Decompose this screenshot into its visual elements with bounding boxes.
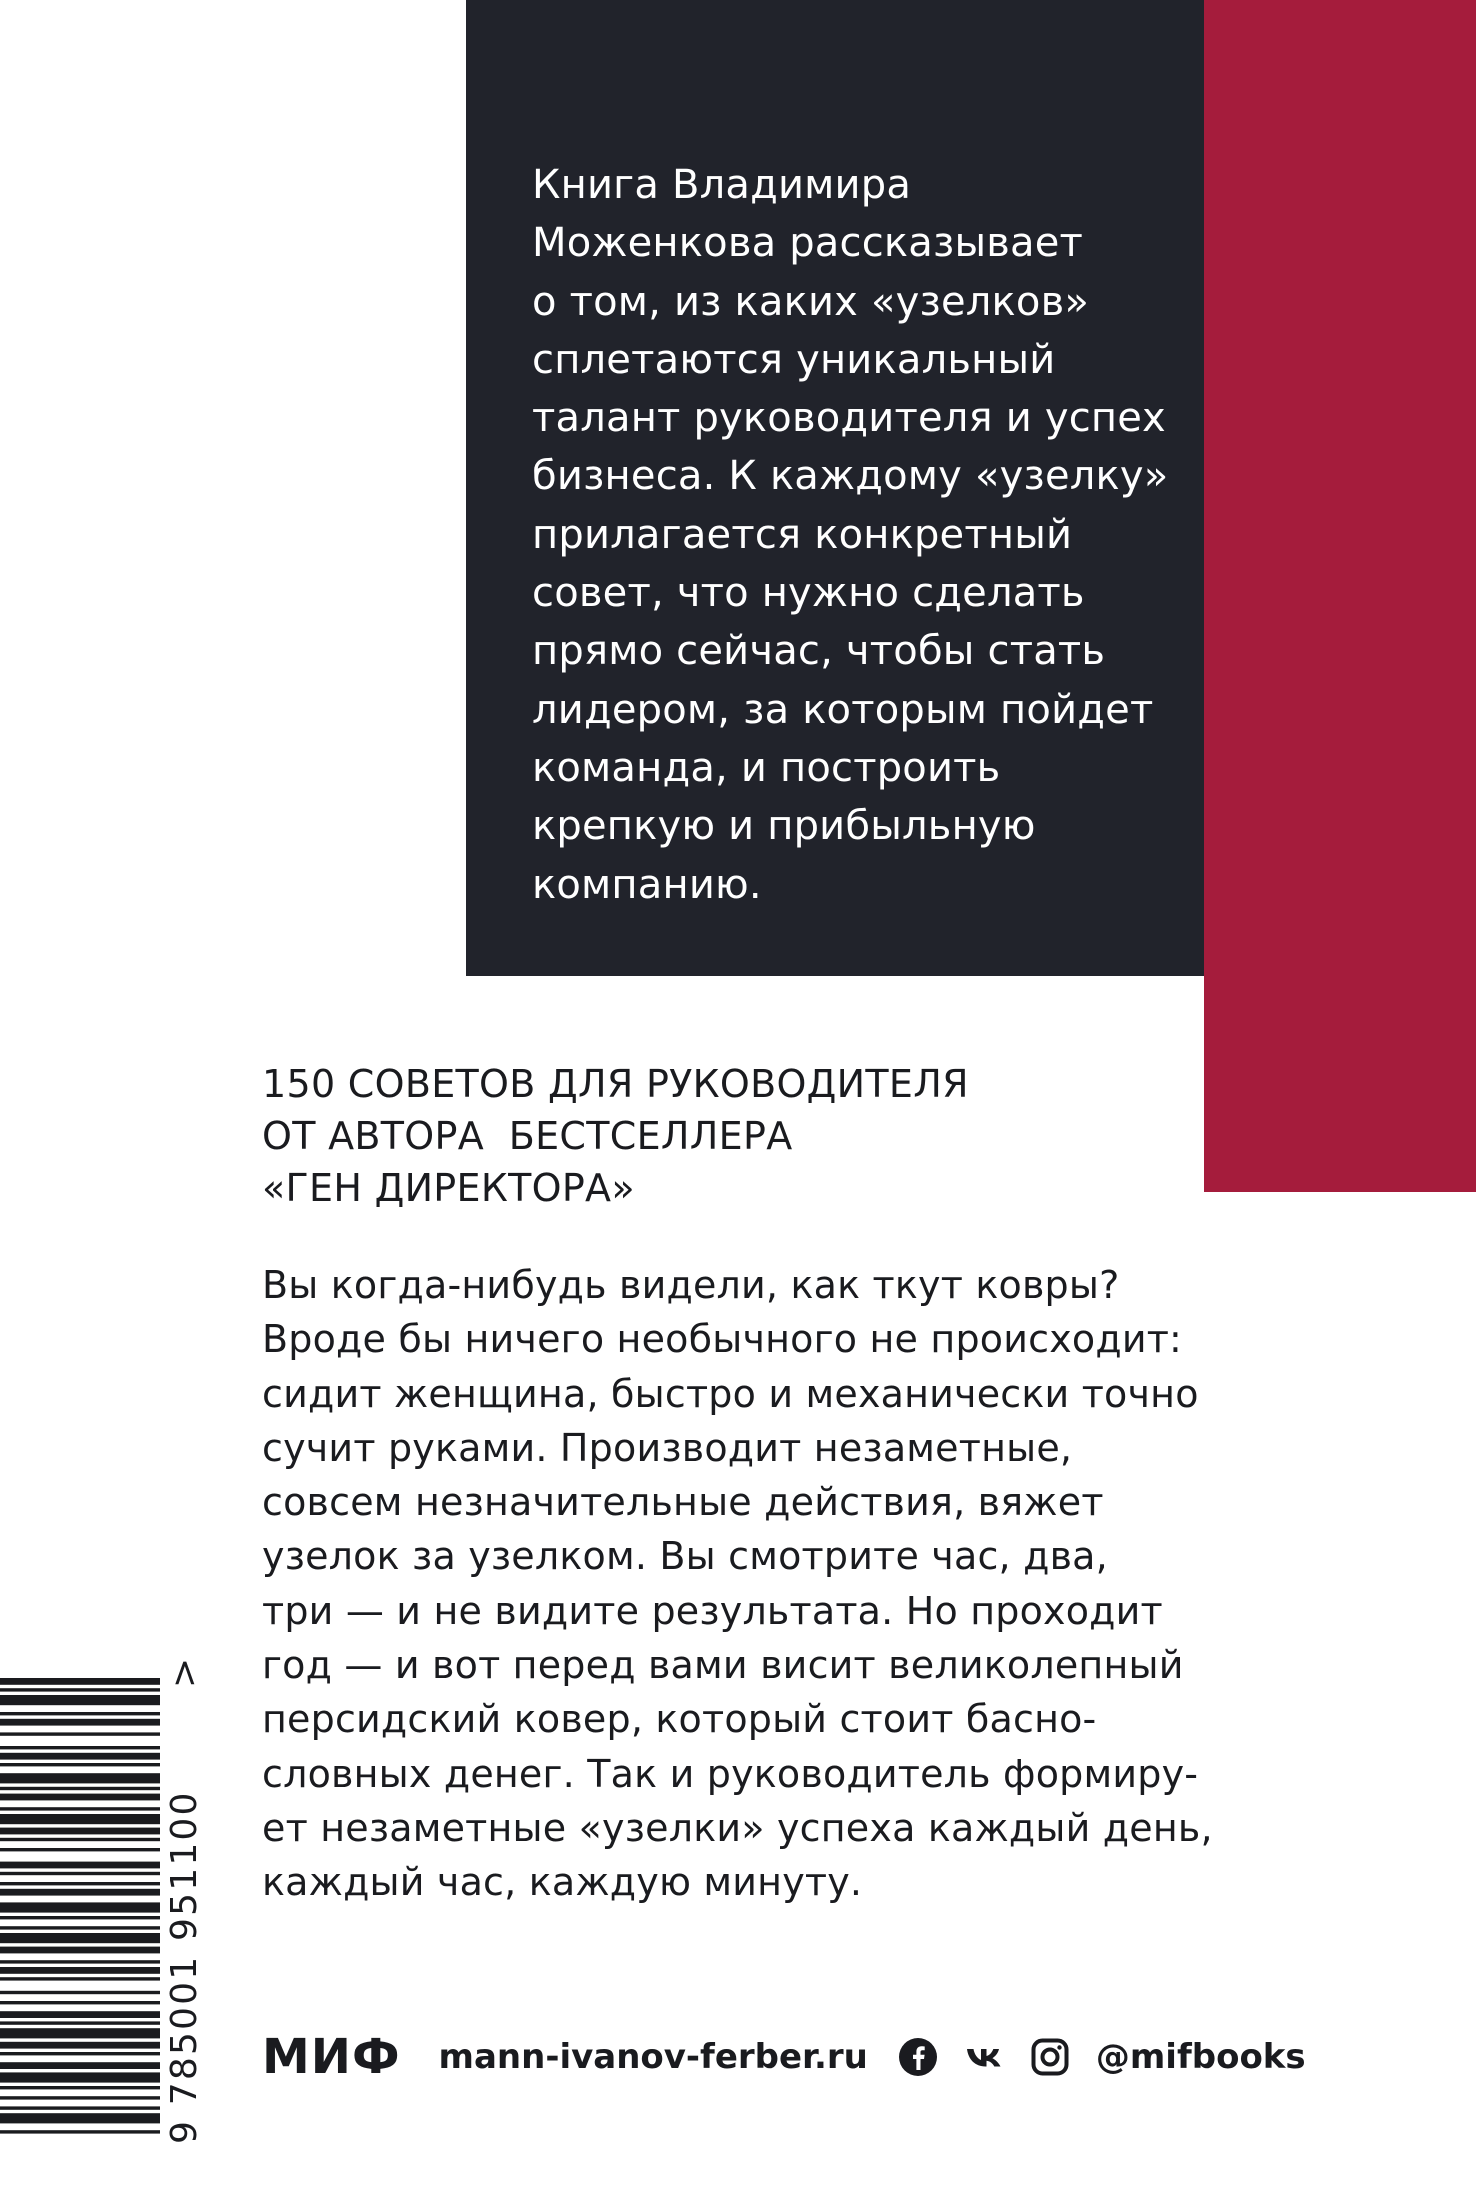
book-blurb [532, 156, 1172, 914]
body-line: сучит руками. Производит незаметные, [262, 1425, 1073, 1470]
barcode-bar [0, 2086, 160, 2089]
barcode-bar [0, 1753, 160, 1760]
body-line: Вроде бы ничего необычного не происходит: [262, 1317, 1183, 1362]
facebook-icon[interactable] [898, 2037, 938, 2077]
body-line: каждый час, каждую минуту. [262, 1860, 863, 1905]
barcode-bar [0, 1794, 160, 1801]
barcode-bar [0, 1719, 160, 1726]
blurb-line: сплетаются уникальный [532, 336, 1056, 383]
barcode-bar [0, 2106, 160, 2109]
barcode-bar [0, 1960, 160, 1963]
barcode-bar [0, 2113, 160, 2123]
blurb-line: бизнеса. К каждому «узелку» [532, 453, 1169, 500]
blurb-line: прямо сейчас, чтобы стать [532, 628, 1106, 675]
barcode-bar [0, 1807, 160, 1810]
barcode-bar [0, 2130, 160, 2133]
barcode-bar [0, 1967, 160, 1974]
barcode-bar [0, 1678, 160, 1685]
barcode-bar [0, 1814, 160, 1824]
barcode-bar [0, 1712, 160, 1715]
blurb-line: лидером, за которым пойдет [532, 686, 1154, 733]
barcode-bar [0, 2028, 160, 2038]
barcode-bar [0, 1695, 160, 1705]
barcode-bar [0, 1902, 160, 1912]
red-accent-panel [1204, 0, 1476, 1192]
barcode-bar [0, 1977, 160, 1980]
barcode-quiet-zone-mark: > [164, 1657, 205, 1688]
barcode-bar [0, 1732, 160, 1735]
subtitle-line: «ГЕН ДИРЕКТОРА» [262, 1166, 635, 1210]
publisher-logo: МИФ [262, 2029, 401, 2085]
barcode-bar [0, 1862, 160, 1869]
blurb-line: прилагается конкретный [532, 511, 1073, 558]
publisher-footer [262, 2024, 1412, 2090]
barcode-bar [0, 2001, 160, 2004]
vk-icon[interactable] [964, 2037, 1004, 2077]
barcode-bar [0, 1838, 160, 1841]
barcode-bar [0, 1763, 160, 1766]
blurb-line: компанию. [532, 861, 762, 908]
barcode-bars [0, 1644, 210, 2150]
publisher-website[interactable]: mann-ivanov-ferber.ru [438, 2037, 868, 2077]
barcode-bar [0, 1746, 160, 1749]
barcode-bar [0, 1872, 160, 1875]
barcode-bar [0, 1787, 160, 1790]
body-line: сидит женщина, быстро и механически точно [262, 1371, 1199, 1416]
barcode-bar [0, 2011, 160, 2018]
instagram-icon[interactable] [1030, 2037, 1070, 2077]
barcode-bar [0, 2021, 160, 2024]
body-line: совсем незначительные действия, вяжет [262, 1480, 1104, 1525]
barcode-bar [0, 1926, 160, 1929]
subtitle-line: 150 СОВЕТОВ ДЛЯ РУКОВОДИТЕЛЯ [262, 1062, 969, 1106]
subtitle-line: ОТ АВТОРА БЕСТСЕЛЛЕРА [262, 1114, 793, 1158]
barcode-bar [0, 1848, 160, 1851]
blurb-line: команда, и построить [532, 744, 1001, 791]
barcode-bar [0, 1916, 160, 1919]
barcode-bar [0, 1773, 160, 1783]
barcode-bar [0, 2072, 160, 2082]
blurb-line: Моженкова рассказывает [532, 220, 1084, 267]
barcode-bar [0, 2042, 160, 2049]
blurb-line: совет, что нужно сделать [532, 570, 1085, 617]
blurb-line: о том, из каких «узелков» [532, 278, 1090, 325]
barcode-bar [0, 1882, 160, 1885]
isbn-barcode [0, 1644, 210, 2150]
barcode-bar [0, 2052, 160, 2055]
barcode-digits: 9 785001 951100 [164, 1790, 205, 2144]
promo-subtitle [262, 1058, 1062, 1214]
body-line: три — и не видите результата. Но проходит [262, 1588, 1163, 1633]
body-line: словных денег. Так и руководитель формиру- [262, 1751, 1199, 1796]
body-line: ет незаметные «узелки» успеха каждый день, [262, 1805, 1213, 1850]
blurb-line: Книга Владимира [532, 162, 912, 208]
barcode-bar [0, 1828, 160, 1835]
barcode-bar [0, 1991, 160, 1994]
barcode-bar [0, 2062, 160, 2069]
body-line: Вы когда-нибудь видели, как ткут ковры? [262, 1263, 1120, 1307]
barcode-bar [0, 1947, 160, 1954]
barcode-bar [0, 1933, 160, 1943]
barcode-bar [0, 1889, 160, 1896]
social-handle[interactable]: @mifbooks [1095, 2037, 1306, 2077]
blurb-line: крепкую и прибыльную [532, 803, 1036, 850]
body-line: год — и вот перед вами висит великолепный [262, 1643, 1184, 1688]
body-line: персидский ковер, который стоит басно- [262, 1697, 1097, 1742]
body-paragraph [262, 1258, 1222, 1910]
body-line: узелок за узелком. Вы смотрите час, два, [262, 1534, 1108, 1579]
blurb-line: талант руководителя и успех [532, 395, 1166, 442]
barcode-bar [0, 2096, 160, 2099]
barcode-bar [0, 1688, 160, 1691]
